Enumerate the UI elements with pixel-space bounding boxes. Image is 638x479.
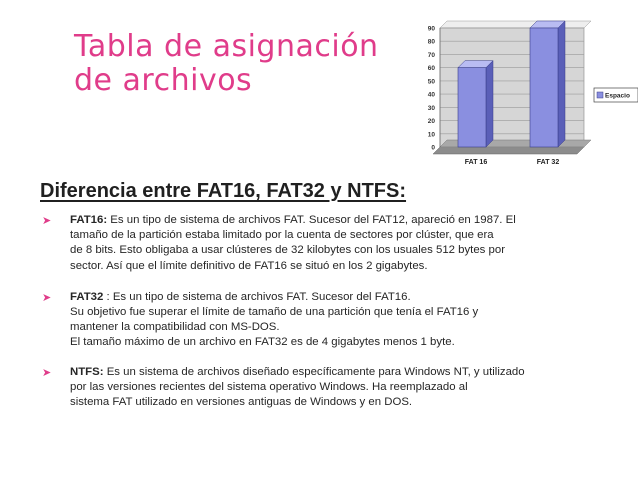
chart-y-tick-label: 60: [427, 65, 435, 73]
chart-y-tick-label: 20: [427, 118, 435, 126]
bullet-term: NTFS:: [70, 365, 104, 378]
bullet-text: [70, 365, 622, 411]
chart-bar: [458, 68, 486, 147]
arrow-right-icon: ➤: [42, 366, 52, 379]
bullet-term: FAT16:: [70, 214, 108, 226]
slide-title: [74, 30, 404, 98]
bullet-list: [42, 213, 622, 410]
bullet-line: de 8 bits. Esto obligaba a usar clústeres de 32 kilobytes con los usuales 512 bytes por: [70, 244, 506, 257]
chart-floor-front: [431, 144, 584, 154]
chart-wall-top: [440, 21, 591, 28]
chart-y-tick-label: 10: [427, 131, 435, 139]
arrow-right-icon: ➤: [42, 215, 52, 227]
bullet-line: : Es un tipo de sistema de archivos FAT. Sucesor del FAT16.: [103, 290, 411, 303]
chart-legend-label: Espacio: [605, 92, 630, 100]
title-line-2: de archivos: [74, 63, 253, 98]
bullet-line: tamaño de la partición estaba limitado por la cuenta de sectores por clúster, que era: [70, 229, 494, 242]
chart-legend-swatch: [597, 92, 603, 98]
arrow-right-icon: ➤: [42, 291, 52, 304]
title-line-1: Tabla de asignación: [74, 29, 379, 64]
fat-comparison-chart: [416, 18, 638, 170]
chart-y-tick-label: 90: [427, 25, 435, 33]
bullet-ntfs: [42, 365, 622, 411]
bullet-line: sistema FAT utilizado en versiones antiguas de Windows y en DOS.: [70, 396, 413, 409]
section-subtitle: Diferencia entre FAT16, FAT32 y NTFS:: [40, 180, 407, 202]
bullet-text: [70, 290, 622, 351]
bullet-term: FAT32: [70, 290, 104, 303]
bullet-fat32: [42, 290, 622, 351]
bullet-text: [70, 213, 622, 274]
bullet-line: Es un sistema de archivos diseñado específicamente para Windows NT, y utilizado: [103, 365, 525, 378]
chart-y-tick-label: 40: [427, 91, 435, 99]
bullet-fat16: [42, 213, 622, 274]
bullet-line: Su objetivo fue superar el límite de tamaño de una partición que tenía el FAT16 y: [70, 306, 479, 319]
chart-bar-side: [558, 21, 565, 147]
chart-y-tick-label: 30: [427, 104, 435, 112]
bullet-line: Es un tipo de sistema de archivos FAT. Sucesor del FAT12, apareció en 1987. El: [107, 214, 516, 226]
chart-y-tick-label: 70: [427, 51, 435, 59]
bullet-line: por las versiones recientes del sistema operativo Windows. Ha reemplazado al: [70, 380, 468, 393]
bullet-line: mantener la compatibilidad con MS-DOS.: [70, 321, 280, 334]
chart-x-tick-label: FAT 32: [536, 159, 560, 166]
bullet-line: El tamaño máximo de un archivo en FAT32 es de 4 gigabytes menos 1 byte.: [70, 336, 455, 349]
chart-y-tick-label: 50: [427, 78, 435, 86]
chart-x-tick-label: FAT 16: [464, 159, 488, 166]
chart-y-tick-label: 80: [427, 38, 435, 46]
chart-bar: [530, 28, 558, 147]
bullet-line: sector. Así que el límite definitivo de FAT16 se situó en los 2 gigabytes.: [70, 259, 428, 272]
chart-bar-side: [486, 61, 493, 147]
chart-y-tick-label: 0: [431, 144, 435, 152]
